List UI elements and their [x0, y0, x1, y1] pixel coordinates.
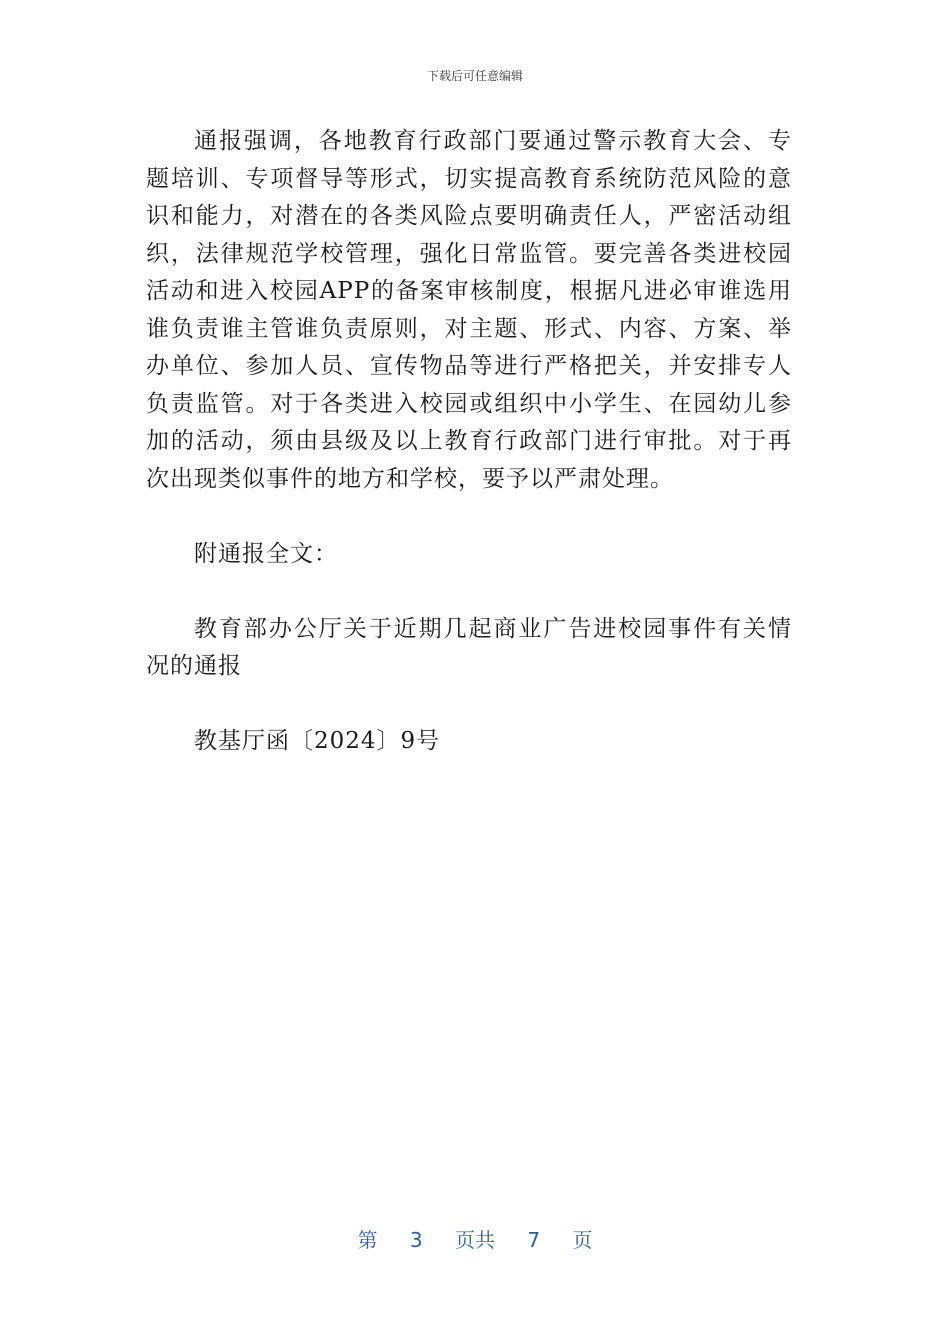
paragraph-notice-title: 教育部办公厅关于近期几起商业广告进校园事件有关情况的通报: [146, 615, 792, 679]
footer-label-of: 页共: [455, 1228, 495, 1252]
paragraph-attachment-label: 附通报全文：: [194, 540, 338, 567]
footer-total-pages: 7: [527, 1228, 541, 1252]
footer-current-page: 3: [409, 1228, 423, 1252]
paragraph-notice-emphasis: 通报强调，各地教育行政部门要通过警示教育大会、专题培训、专项督导等形式，切实提高教育系统防范风险的意识和能力，对潜在的各类风险点要明确责任人，严密活动组织，法律规范学校管理，强化日常监管。要完善各类进校园活动和进入校园APP的备案审核制度，根据凡进必审谁选用谁负责谁主管谁负责原则，对主题、形式、内容、方案、举办单位、参加人员、宣传物品等进行严格把关，并安排专人负责监管。对于各类进入校园或组织中小学生、在园幼儿参加的活动，须由县级及以上教育行政部门进行审批。对于再次出现类似事件的地方和学校，要予以严肃处理。: [146, 128, 792, 492]
paragraph-document-number: 教基厅函〔2024〕9号: [194, 728, 441, 754]
footer-label-end: 页: [572, 1228, 593, 1252]
page-footer: [0, 1224, 950, 1253]
footer-label-page: 第: [357, 1228, 378, 1252]
document-body: [146, 123, 792, 761]
page-header-note: 下载后可任意编辑: [426, 69, 523, 83]
